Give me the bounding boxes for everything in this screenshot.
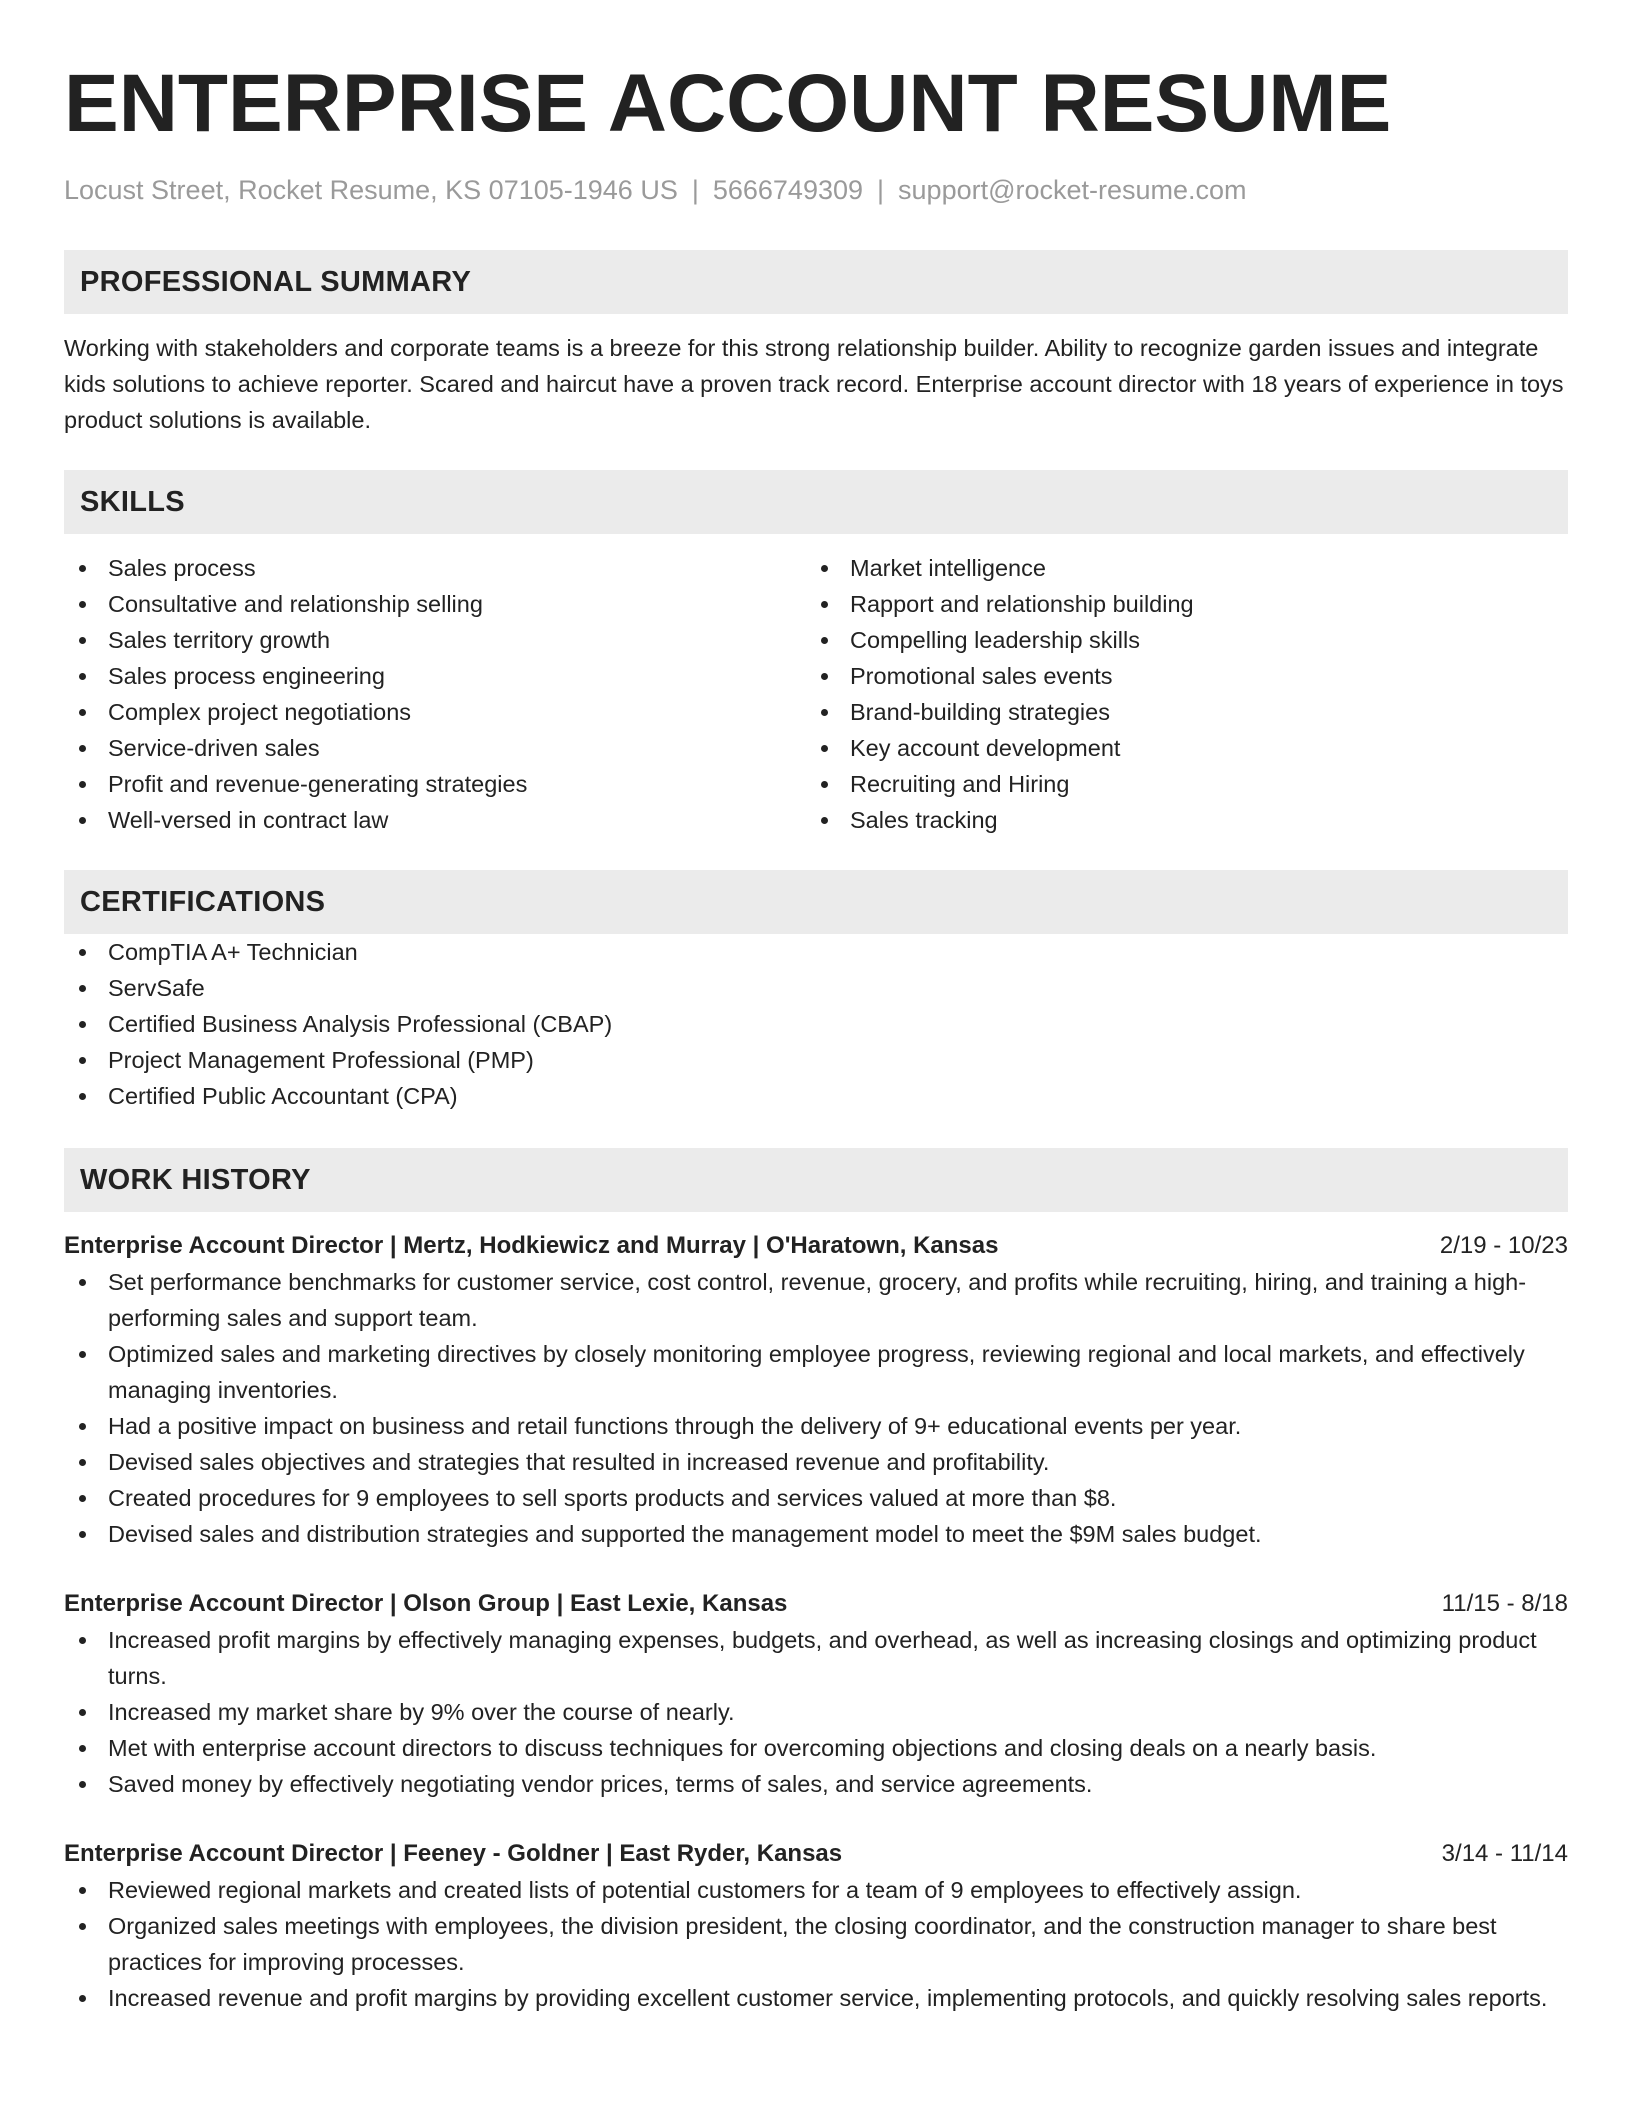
job-bullet: Organized sales meetings with employees, the division president, the closing coordinator, and the construction manager to share best practices for improving processes. [64, 1908, 1568, 1980]
job-bullet: Met with enterprise account directors to discuss techniques for overcoming objections and closing deals on a nearly basis. [64, 1730, 1568, 1766]
job-bullet: Devised sales and distribution strategies and supported the management model to meet the $9M sales budget. [64, 1516, 1568, 1552]
section-header-work-history: WORK HISTORY [64, 1148, 1568, 1212]
skill-item: Market intelligence [806, 550, 1548, 586]
job-bullet: Increased profit margins by effectively managing expenses, budgets, and overhead, as well as increasing closings and optimizing product turns. [64, 1622, 1568, 1694]
skills-list-right [806, 550, 1548, 838]
section-header-skills: SKILLS [64, 470, 1568, 534]
job-bullet: Set performance benchmarks for customer service, cost control, revenue, grocery, and profits while recruiting, hiring, and training a high-performing sales and support team. [64, 1264, 1568, 1336]
job-dates: 3/14 - 11/14 [1441, 1840, 1568, 1867]
certification-item: Certified Business Analysis Professional (CBAP) [64, 1006, 1568, 1042]
job-dates: 2/19 - 10/23 [1439, 1232, 1568, 1259]
skill-item: Compelling leadership skills [806, 622, 1548, 658]
skill-item: Promotional sales events [806, 658, 1548, 694]
contact-email: support@rocket-resume.com [898, 175, 1247, 205]
skills-columns [64, 550, 1568, 838]
skill-item: Sales tracking [806, 802, 1548, 838]
resume-name: ENTERPRISE ACCOUNT RESUME [64, 58, 1392, 149]
skill-item: Brand-building strategies [806, 694, 1548, 730]
job-title: Enterprise Account Director | Olson Group | East Lexie, Kansas [64, 1590, 788, 1617]
skill-item: Sales territory growth [64, 622, 806, 658]
job-bullet: Devised sales objectives and strategies that resulted in increased revenue and profitability. [64, 1444, 1568, 1480]
job-title: Enterprise Account Director | Feeney - Goldner | East Ryder, Kansas [64, 1840, 843, 1867]
skill-item: Key account development [806, 730, 1548, 766]
certifications-list [64, 934, 1568, 1114]
job-header [64, 1836, 1568, 1872]
skill-item: Well-versed in contract law [64, 802, 806, 838]
skill-item: Rapport and relationship building [806, 586, 1548, 622]
skill-item: Sales process [64, 550, 806, 586]
job-bullets [64, 1872, 1568, 2016]
skill-item: Profit and revenue-generating strategies [64, 766, 806, 802]
skill-item: Consultative and relationship selling [64, 586, 806, 622]
section-header-certifications: CERTIFICATIONS [64, 870, 1568, 934]
certification-item: Certified Public Accountant (CPA) [64, 1078, 1568, 1114]
contact-line [64, 172, 1568, 208]
certification-item: Project Management Professional (PMP) [64, 1042, 1568, 1078]
job-bullet: Created procedures for 9 employees to sell sports products and services valued at more than $8. [64, 1480, 1568, 1516]
job-dates: 11/15 - 8/18 [1441, 1590, 1568, 1617]
job-bullets [64, 1264, 1568, 1552]
job-bullet: Saved money by effectively negotiating vendor prices, terms of sales, and service agreements. [64, 1766, 1568, 1802]
resume-page [64, 0, 1568, 2016]
skill-item: Complex project negotiations [64, 694, 806, 730]
section-header-summary: PROFESSIONAL SUMMARY [64, 250, 1568, 314]
job-entry [64, 1228, 1568, 1552]
job-header [64, 1586, 1568, 1622]
job-bullet: Had a positive impact on business and retail functions through the delivery of 9+ educational events per year. [64, 1408, 1568, 1444]
contact-address: Locust Street, Rocket Resume, KS 07105-1946 US [64, 175, 678, 205]
skill-item: Recruiting and Hiring [806, 766, 1548, 802]
certification-item: CompTIA A+ Technician [64, 934, 1568, 970]
job-bullet: Increased my market share by 9% over the course of nearly. [64, 1694, 1568, 1730]
job-bullet: Reviewed regional markets and created lists of potential customers for a team of 9 employees to effectively assign. [64, 1872, 1568, 1908]
job-bullet: Increased revenue and profit margins by providing excellent customer service, implementing protocols, and quickly resolving sales reports. [64, 1980, 1568, 2016]
skills-column-left [64, 550, 806, 838]
skill-item: Sales process engineering [64, 658, 806, 694]
job-bullet: Optimized sales and marketing directives by closely monitoring employee progress, reviewing regional and local markets, and effectively managing inventories. [64, 1336, 1568, 1408]
contact-separator: | [691, 175, 699, 205]
skills-list-left [64, 550, 806, 838]
skill-item: Service-driven sales [64, 730, 806, 766]
job-entry [64, 1586, 1568, 1802]
skills-column-right [806, 550, 1548, 838]
contact-separator: | [877, 175, 885, 205]
contact-phone: 5666749309 [712, 175, 864, 205]
job-bullets [64, 1622, 1568, 1802]
summary-text: Working with stakeholders and corporate teams is a breeze for this strong relationship builder. Ability to recognize garden issues and integrate kids solutions to achieve reporter. Scared and haircut have a proven track record. Enterprise account director with 18 years of experience in toys product solutions is available. [64, 335, 1564, 433]
job-header [64, 1228, 1568, 1264]
job-title: Enterprise Account Director | Mertz, Hodkiewicz and Murray | O'Haratown, Kansas [64, 1232, 999, 1259]
certification-item: ServSafe [64, 970, 1568, 1006]
job-entry [64, 1836, 1568, 2016]
